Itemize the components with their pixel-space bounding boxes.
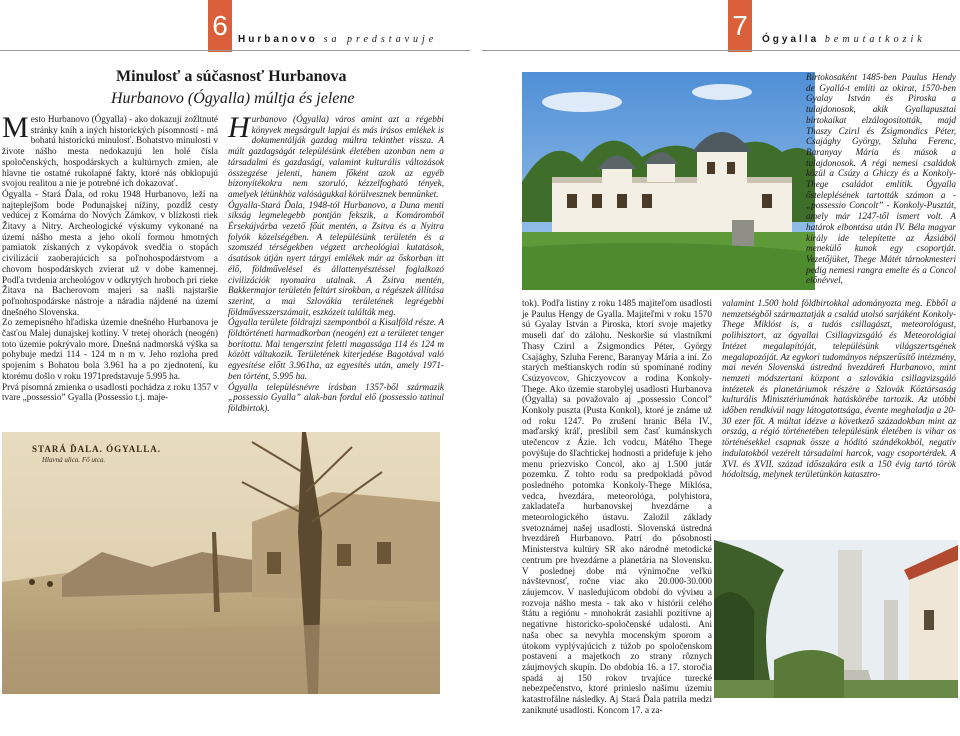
page-number-left: 6 <box>208 0 232 52</box>
header-rule-right <box>482 50 960 51</box>
header-right-sub: bemutatkozik <box>824 34 926 45</box>
col1-p2: Ógyalla - Stará Ďala, od roku 1948 Hurbanovo, leží na najteplejšom bode Podunajskej nížiny, pozdĺž cesty vedúcej z Komárna do Nových Zámkov, v blízkosti riek Žitavy a Nitry. Archeologické výskumy vykonané na území nášho mesta a jeho okolí formou hmotných pamiatok získaných z vykopávok svedčia o stopách civilizácií zaoberajúcich sa poľnohospodárstvom a chovom hospodárskych zvierat už v dobe kamennej. Podľa tvrdenia archeológov v odkrytých hroboch pri rieke Žitava na Bacherovom majeri sa našli najstaršie poľnohospodárske nástroje a náradia nájdené na území dnešného Slovenska. <box>2 188 218 317</box>
header-rule-left <box>0 50 470 51</box>
photo-caption-sub: Hlavná ulica. Fő utca. <box>42 456 106 464</box>
article-subtitle: Hurbanovo (Ógyalla) múltja és jelene <box>111 90 355 107</box>
column-hungarian-bottom <box>722 298 956 480</box>
page-number-right: 7 <box>728 0 752 52</box>
header-left-title: Hurbanovo <box>238 34 318 45</box>
col1-intro: esto Hurbanovo (Ógyalla) - ako dokazují zožltnuté stránky kníh a iných historických písomností - má bohatú historickú minulosť. Bohatstvo minulosti v živote nášho mesta nedokazujú len holé čísla spoločenských, hospodárskych a kultúrnych zmien, ale hlavne tie ostatné rukolapné fakty, ktoré nás obklopujú svojou realitou a nie je potrebné ich dokazovať. <box>2 114 218 189</box>
col4-top: Birtokosaként 1485-ben Paulus Hendy de Gyallá-t említi az okirat, 1570-ben Gyalay István és Piroska a tulajdonosok, akik Gyallapusztai birtokaikat elzálogosították, majd Thaszy Czirıl és Zsigmondics Péter, Csajághy György, Szluha Ferenc, Baranyay Mária és mások a tulajdonosok. A régi nemesi családok közül a Csúzy a Ghiczy és a Konkoly-Thege családot említik. Ógyalla ősteleplésének tartották számon a - „possessio Concolt” - Konkoly-Pusztát, amely már 1247-től ismert volt. A határok elbontása után IV. Béla magyar király ide telepítette az Ázsiából menekülő kunok egy csoportját. Vezetőjüket, Thege Mátét tárnokmesteri pedig nemesi rangra emelte és a Concol előnévvel, <box>806 72 956 286</box>
col2-p4: Ógyalla településnévre írásban 1357-ből származik „possessio Gyalla” alak-ban fordul elő (possessio tatinul földbirtok). <box>228 381 444 413</box>
column-slovak <box>2 111 218 403</box>
dropcap-m: M <box>2 111 29 144</box>
observatory-photo <box>522 72 815 290</box>
col1-p3: Zo zemepisného hľadiska územie dnešného Hurbanova je časťou Malej dunajskej kotliny. V tretej ohorách (neogén) toto územie pokrývalo more. Dnešná nadmorská výška sa pohybuje medzi 114 - 124 m n m v. Jeho rozloha pred spojením s Bohatou bola 3.961 ha a po zjednotení, ku ktorému došlo v roku 1971predstavuje 5.995 ha. <box>2 317 218 381</box>
col2-p2: Ógyalla-Stará Ďala, 1948-tól Hurbanovo, a Duna menti síkság legmelegebb pontján fekszik, a Komáromból Érsekújvárba vezető főút mentén, a Zsitva és a Nyitra folyók közelségében. A településünk területén és a szomszéd térségekben végzett archeológiai kutatások, ásatások útján nyert tárgyi emlékek már az őskorban itt élő, földművelésel és állattenyésztéssel foglalkozó civilizációk nyomaira utalnak. A Zsitva mentén, Bakkermajor területén feltárt sírokban, a régészek állítása szerint, a mai Szlovákia területének legrégebbi földművesszerszámait, eszközeit találták meg. <box>228 199 444 317</box>
col2-intro: urbanovo (Ógyalla) város amint azt a régebbi könyvek megsárgult lapjai és más írásos emlékek is dokumentálják gazdag múltra tekinthet vissza. A múlt gazdagságát településünk életében azonban nem a társadalmi és gazdasági, valamint kulturális változások összegzése jelenti, hanem főként azok az egyéb bizonyítékokra nem szoruló, kézzelfogható tények, amelyek létünkhöz valóságukkal körülvesznek bennünket. <box>228 114 444 199</box>
old-street-photo <box>2 432 440 694</box>
col3-text: tok). Podľa listiny z roku 1485 majiteľom usadlosti je Paulus Hengy de Gyalla. Majiteľmi v roku 1570 sú Gyalay István a Piroska, ktorí svoje majetky museli dať do zálohu. Neskoršie sú vlastníkmi Thasy Czirıl a Zsigmondics Péter, György Csajághy, Szluha Ferenc, Baranyay Mária a iní. Zo starých meštianskych rodín sú spomínané rodiny Csúzyovcov, Ghiczyovcov a rodina Konkoly-Thege. Ako územie starobylej usadlosti Hurbanova (Ógyalla) sa považovalo aj „possessio Concol” Konkoly puszta (Pusta Konkol), ktoré je známe už od roku 1247. Po zrušení hranic Béla IV., maďarský kráľ, preslíbil sem časť kumánskych utečencov z Ázie. Ich vodcu, Mátého Thege povýšuje do šľachtickej hodnosti a pridefuje k jeho menu priezvisko Concol, ako aj 1.500 jutár pozemku. Z tohto rodu sa predpokladá pôvod posledného potomka Konkoly-Thege Miklósa, vedca, hvezdára, meteorológa, polyhistora, zakladateľa hurbanovskej hvezdárne a meteorologického ústavu. Založil základy svetoznámej našej usadlosti. Slovenská ústredná hvezdáreň Hurbanovo. Patrí do pôsobnosti Ministerstva kultúry SR ako národné metodické centrum pre hvezdárne a planetária na Slovensku. V poslednej dobe má výnimočne veľkú návštevnosť, ročne viac ako 20.000-30.000 záujemcov. V nasledujúcom období do výviмu a rozvoja nášho mesta - tak ako v histórii celého štátu a regiónu - mnohokrát zasiahli pozitívne aj negatívne historicko-spoločenské udalosti. Ani naša obec sa nevyhla mocenským sporom a útokom vyplývajúcich z túžob po spoločenskom postavení a majetkoch zo strany rôznych záujmových skupín. Do obdobia 16. a 17. storočia spadá aj 150 rokov trvajúce turecké nebezpečenstvo, ktoré prinieslo našímu územiu katastrofálne následky. Aj Stará Ďala patrila medzi zaniknuté usadlosti. Koncom 17. a za- <box>522 298 712 715</box>
header-left <box>238 34 437 45</box>
header-left-sub: sa predstavuje <box>323 34 438 45</box>
col2-p3: Ógyalla területe földrajzi szempontból a Kisalföld része. A földtörténeti harmadkorban (neogén) ezt a területet tenger borította. Mai tengerszint feletti magassága 114 és 124 m között váltakozik. Területének kiterjedése Bagotával való egyesítése előtt 3.961ha, az egyesítés után, amely 1971-ben történt, 5.995 ha. <box>228 317 444 381</box>
col4-bottom: valamint 1.500 hold földbirtokkal adományozta meg. Ebből a nemzetségből származtatják a család utolsó sarjáként Konkoly-Thege Miklóst is, a tudós csillagászt, meteorológust, polihisztort, az ógyallai Csillagvizsgáló és Meteorológiai Intézet megalapítóját, településünk világszertsgének megalapozóját. Az egykori tudományos népszerűsítő intézmény, mai nevén Slovenská ústredná hvezdáreň Hurbanovo, mint nemzeti módszertani központ a szlovákia csillagvizsgáló intézetek és planetáriumok részére a Szlovák Köztársaság kulturális Minisztériumának hatáskörébe tartozik. Az utóbbi időben rendkívül nagy látogatottsága, évente meghaladja a 20-30 ezer főt. A múltat idézve a következő századokban mint az ország, a régió történetében településünk életében is vihar os történésekkel csapnak össze a hódító szándékokból, negatív indulatokból vezérelt társadalmi harcok, vagy csoportérdek. A XVI. és XVII. század időszakára esik a 150 évig tartó török hódoltság, melynek területünkön katasztro- <box>722 298 956 480</box>
monument-photo <box>714 540 958 698</box>
header-right-title: Ógyalla <box>762 34 820 45</box>
article-title: Minulosť a súčasnosť Hurbanova <box>116 68 347 85</box>
header-right <box>762 34 926 45</box>
photo-caption: STARÁ ĎALA. ÓGYALLA. <box>32 444 162 454</box>
col1-p4: Prvá písomná zmienka o usadlosti pochádza z roku 1357 v tvare „possessio” Gyalla (Possessio t.j. maje- <box>2 381 218 403</box>
dropcap-h: H <box>228 111 250 144</box>
column-hungarian-top <box>806 72 956 286</box>
column-hungarian <box>228 111 444 414</box>
column-slovak-continued <box>522 298 712 715</box>
